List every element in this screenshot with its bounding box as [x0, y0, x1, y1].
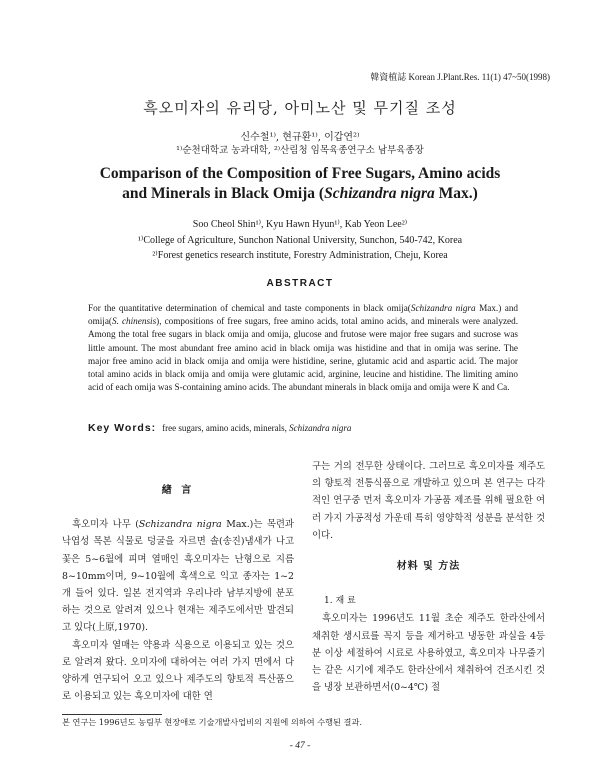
footnote: 본 연구는 1996년도 농림부 현장애로 기술개발사업비의 지원에 의하여 수행된 결과.: [62, 717, 362, 727]
english-title-line2: and Minerals in Black Omija (Schizandra nigra Max.): [122, 185, 478, 202]
page-number: - 47 -: [289, 741, 311, 751]
materials-paragraph: 흑오미자는 1996년도 11월 초순 제주도 한라산에서 채취한 생시료를 꼭지 등을 제거하고 냉동한 과실을 4등분 이상 세절하여 시료로 사용하였고, 흑오미자 나무줄기는 같은 시기에 제주도 한라산에서 채취하여 건조시킨 것을 냉장 보관하면서(0~4℃) 절: [312, 613, 545, 694]
english-affiliation-1: ¹⁾College of Agriculture, Sunchon National University, Sunchon, 540-742, Korea: [137, 235, 463, 246]
abstract-heading: ABSTRACT: [266, 278, 334, 289]
english-affiliation-2: ²⁾Forest genetics research institute, Forestry Administration, Cheju, Korea: [152, 250, 448, 261]
introduction-heading: 緖 言: [161, 485, 195, 496]
materials-subheading: 1. 재 료: [324, 596, 356, 607]
keywords: Key Words: free sugars, amino acids, minerals, Schizandra nigra: [88, 422, 352, 434]
keywords-label: Key Words:: [88, 422, 157, 434]
korean-affiliation: ¹⁾순천대학교 농과대학, ²⁾산림청 임목육종연구소 남부육종장: [176, 145, 424, 156]
intro-paragraph-continued: 구는 거의 전무한 상태이다. 그러므로 흑오미자를 제주도의 향토적 전통식품으로 개발하고 있으며 본 연구는 다각적인 연구중 먼저 흑오미자 가공품 제조를 위해 필요한 여러 가지 가공적성 가운데 특히 영양학적 성분을 분석한 것이다.: [312, 461, 545, 541]
intro-paragraph-1: 흑오미자 나무 (Schizandra nigra Max.)는 목련과 낙엽성 목본 식물로 덩굴을 자르면 솔(송진)냄새가 나고 꽃은 5~6월에 피며 열매인 흑오미자는 난형으로 지름 8~10mm이며, 9~10월에 흑색으로 익고 종자는 1~2개 들어 있다. 일본 전지역과 우리나라 남부지방에 분포하는 것으로 알려져 있으나 현재는 제주도에서만 발견되고 있다(上原,1970).: [62, 519, 294, 634]
right-column: [312, 458, 545, 696]
english-title-line1: Comparison of the Composition of Free Sugars, Amino acids: [99, 165, 501, 182]
journal-citation: 韓資植誌 Korean J.Plant.Res. 11(1) 47~50(1998): [370, 72, 550, 82]
left-column: [62, 482, 294, 705]
abstract-body: For the quantitative determination of chemical and taste components in black omija(Schizandra nigra Max.) and omija(S. chinensis), compositions of free sugars, free amino acids, total amino acids, and minerals were analyzed. Among the total free sugars in black omija and omija, glucose and frutose were major free sugars and sucrose was little amount. The most abundant free amino acid in black omija was histidine and that in omija was serine. The major free amino acid in black omija and omija were histidine, serine, glutamic acid and aspartic acid. The major total amino acids in black omija and omija were glutamic acid, arginine, leucine and histidine. The limiting amino acid of each omija was S-containing amino acids. The abundant minerals in black omija and omija were K and Ca.: [88, 303, 519, 393]
intro-paragraph-2: 흑오미자 열매는 약용과 식용으로 이용되고 있는 것으로 알려져 왔다. 오미자에 대하여는 여러 가지 면에서 다양하게 연구되어 오고 있으나 제주도의 향토적 특산품으로 이용되고 있는 흑오미자에 대한 연: [62, 639, 294, 703]
english-authors: Soo Cheol Shin¹⁾, Kyu Hawn Hyun¹⁾, Kab Yeon Lee²⁾: [192, 219, 408, 230]
materials-methods-heading: 材料 및 方法: [396, 561, 461, 573]
korean-title: 흑오미자의 유리당, 아미노산 및 무기질 조성: [143, 99, 457, 117]
english-title: [0, 164, 600, 204]
footnote-rule: [62, 714, 162, 715]
korean-authors: 신수철¹⁾, 현규환¹⁾, 이갑연²⁾: [240, 132, 360, 143]
